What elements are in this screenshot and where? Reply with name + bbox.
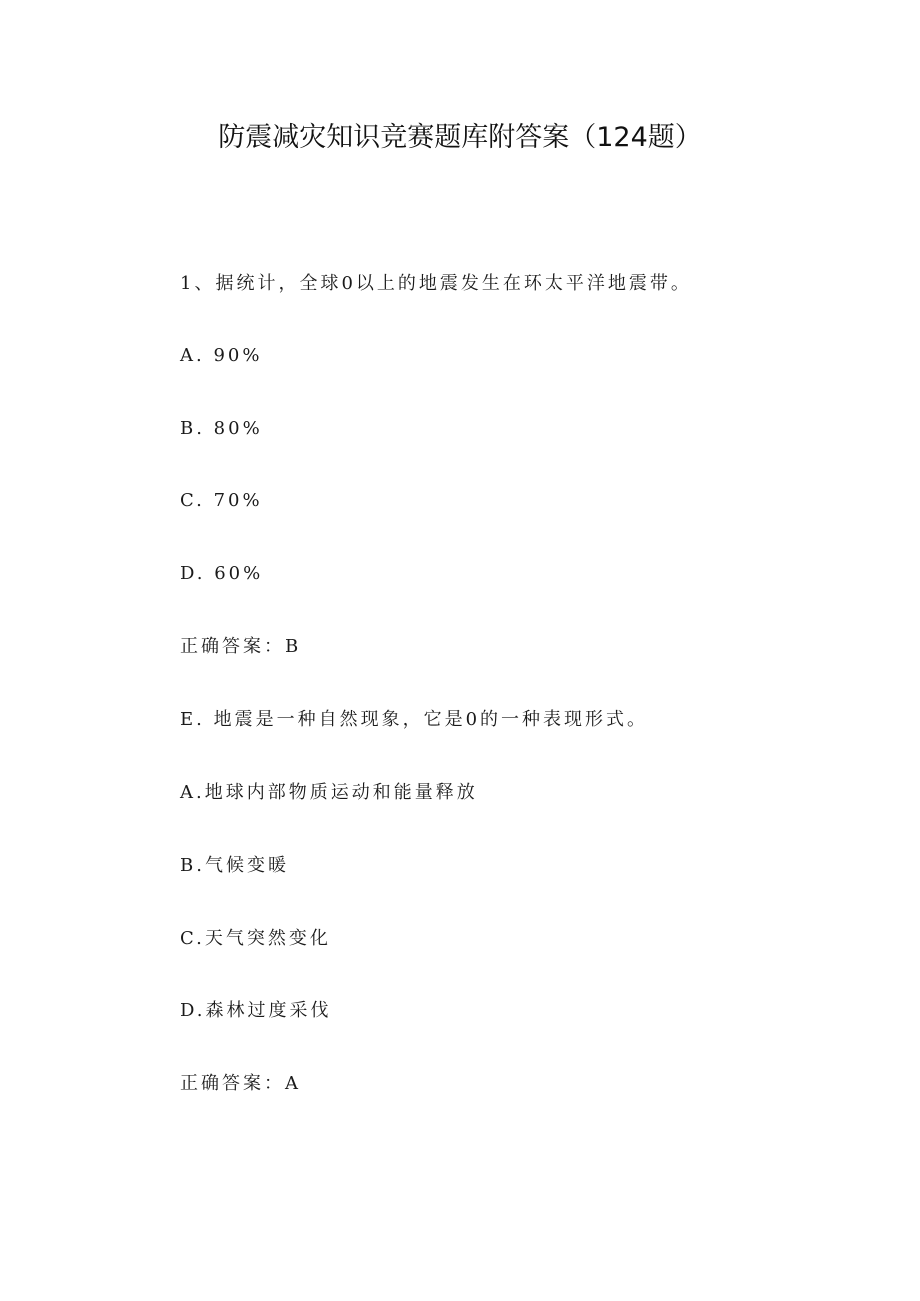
- question-2-option-c: C.天气突然变化: [180, 928, 331, 949]
- question-1-stem: 1、据统计，全球0以上的地震发生在环太平洋地震带。: [180, 273, 692, 294]
- question-2-answer: 正确答案：A: [180, 1073, 301, 1094]
- question-1-option-d: D. 60%: [180, 563, 264, 584]
- question-1-option-c: C. 70%: [180, 490, 263, 511]
- question-2-option-b: B.气候变暖: [180, 855, 289, 876]
- question-2-option-a: A.地球内部物质运动和能量释放: [180, 782, 478, 803]
- question-1-option-b: B. 80%: [180, 418, 263, 439]
- document-title: 防震减灾知识竞赛题库附答案（124题）: [218, 122, 702, 153]
- question-2-stem: E. 地震是一种自然现象，它是0的一种表现形式。: [180, 709, 649, 730]
- question-1-option-a: A. 90%: [180, 345, 263, 366]
- question-2-option-d: D.森林过度采伐: [180, 1000, 332, 1021]
- question-1-answer: 正确答案：B: [180, 636, 302, 657]
